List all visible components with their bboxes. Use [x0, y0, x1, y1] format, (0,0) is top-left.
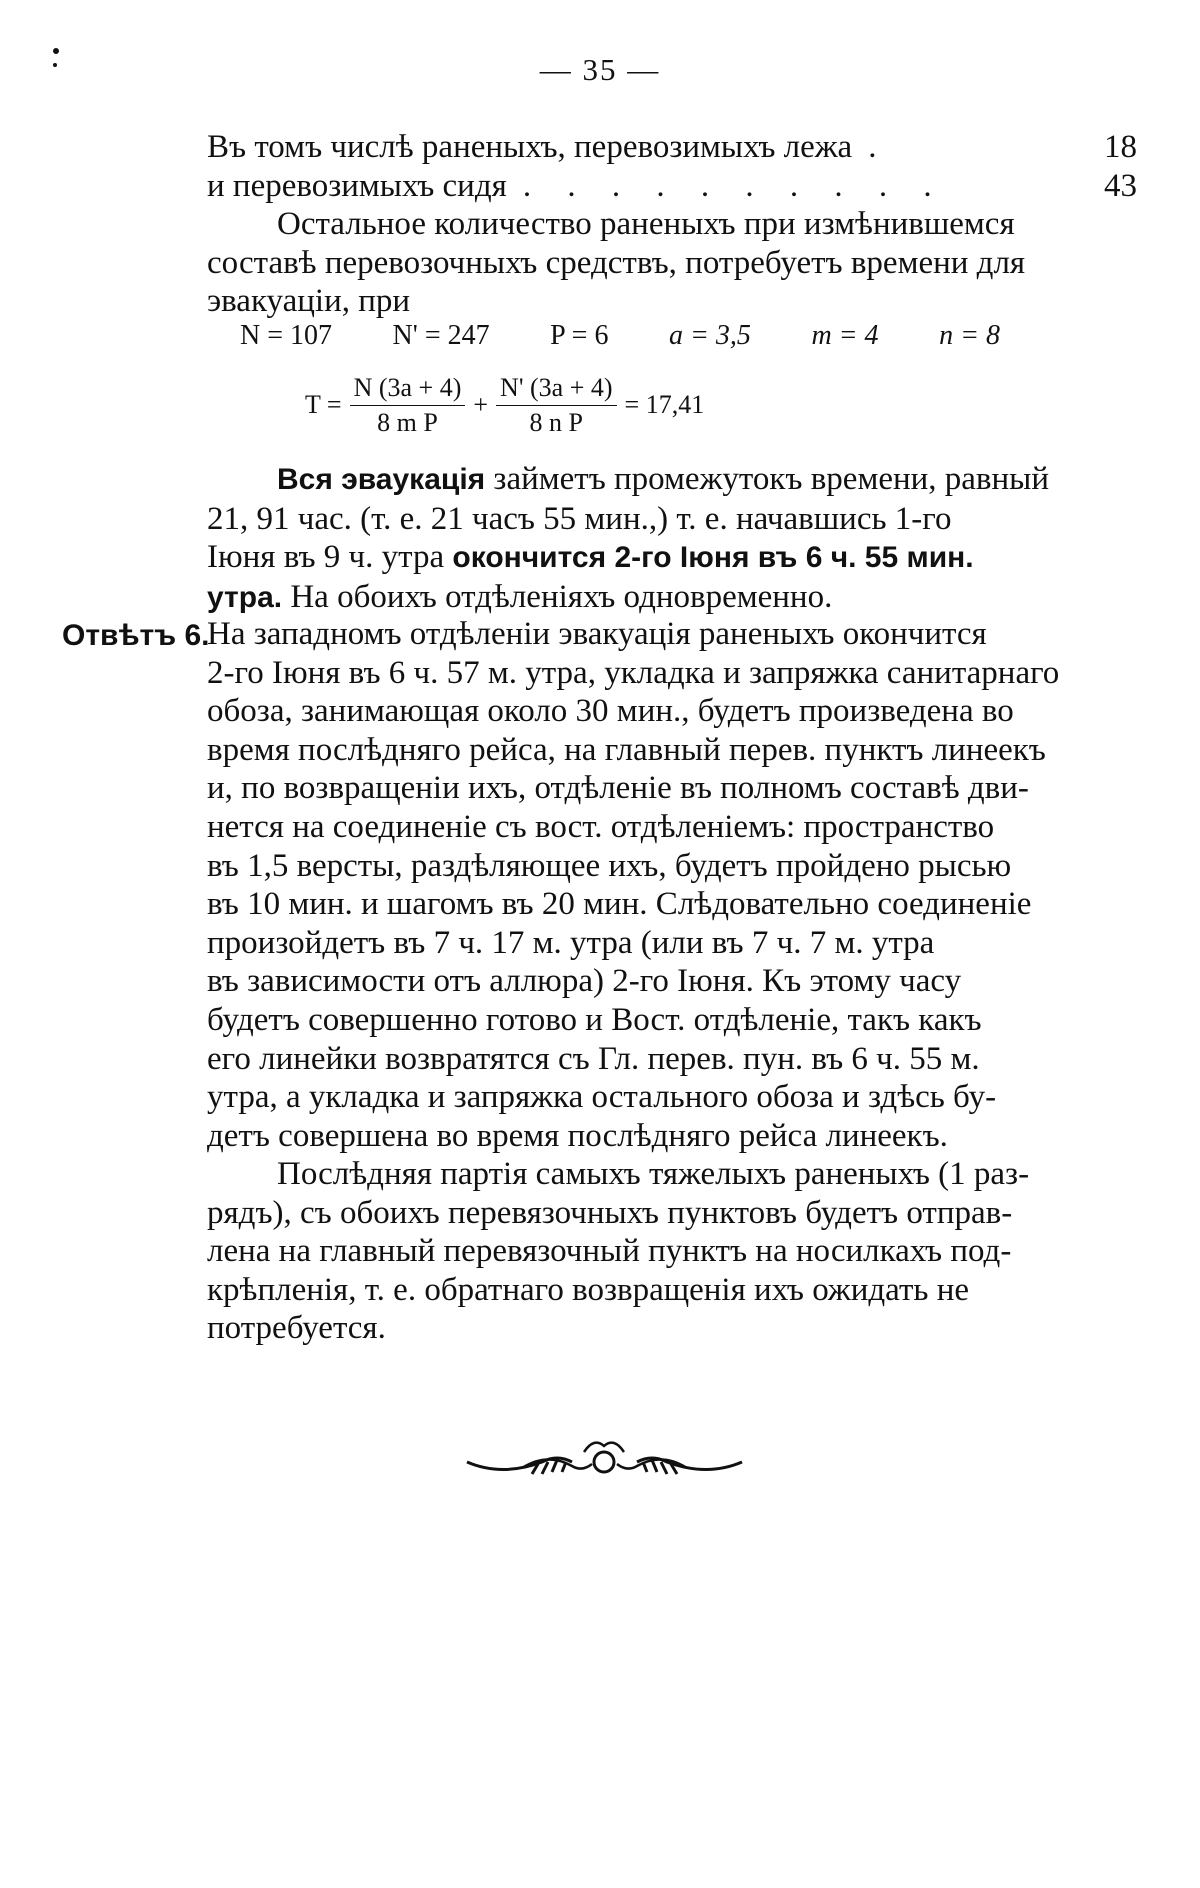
paragraph-remaining	[207, 205, 1137, 321]
fraction-1-denominator: 8 m P	[377, 407, 438, 437]
para2-text: займетъ промежутокъ времени, равный	[485, 461, 1050, 497]
final-line: Послѣдняя партія самыхъ тяжелыхъ раненыхъ (1 раз-	[277, 1156, 1030, 1192]
page-number: — 35 —	[539, 52, 661, 87]
summary-lying-label: Въ томъ числѣ раненыхъ, перевозимыхъ лежа	[207, 129, 853, 165]
formula-fraction-1	[350, 373, 466, 438]
para1-line: эвакуаціи, при	[207, 283, 411, 320]
formula-result: = 17,41	[624, 390, 705, 419]
answer-line: въ 1,5 версты, раздѣляющее ихъ, будетъ пройдено рысью	[207, 847, 1012, 884]
answer-line: нется на соединеніе съ вост. отдѣленіемъ: пространство	[207, 808, 995, 845]
formula-variables	[240, 320, 1000, 352]
summary-lying-value: 18	[1104, 129, 1137, 165]
para2-line	[207, 500, 1137, 539]
summary-sitting-value: 43	[1104, 167, 1137, 204]
final-line: потребуется.	[207, 1310, 386, 1347]
answer-line: обоза, занимающая около 30 мин., будетъ произведена во	[207, 693, 1014, 730]
answer-block	[207, 615, 1137, 1155]
swash-ornament-icon	[462, 1432, 747, 1492]
para1-text: Остальное количество раненыхъ при измѣнившемся	[277, 206, 1015, 242]
para1-line	[207, 244, 1137, 283]
para1-text: составѣ перевозочныхъ средствъ, потребуетъ времени для	[207, 244, 1026, 281]
fraction-2-denominator: 8 n P	[529, 407, 584, 437]
time-formula	[305, 365, 865, 445]
para2-line	[207, 578, 1137, 618]
var-n: n = 8	[939, 320, 1000, 351]
final-line: лена на главный перевязочный пунктъ на носилкахъ под-	[207, 1233, 1012, 1270]
para2-bold: утра.	[207, 580, 283, 614]
summary-row-lying	[207, 128, 1137, 167]
summary-block	[207, 128, 1137, 205]
para2-bold-start: Вся эваукація	[277, 463, 486, 496]
var-N: N = 107	[240, 320, 333, 351]
answer-line: утра, а укладка и запряжка остального обоза и здѣсь бу-	[207, 1079, 997, 1116]
para2-line	[207, 460, 1137, 500]
answer-line: На западномъ отдѣленіи эвакуація раненыхъ окончится	[207, 616, 987, 652]
formula-fraction-2	[496, 373, 616, 438]
paragraph-final	[207, 1155, 1137, 1348]
answer-line: въ 10 мин. и шагомъ въ 20 мин. Слѣдовательно соединеніе	[207, 886, 1032, 923]
leader-dots: .	[868, 129, 891, 165]
para2-bold: окончится 2-го Іюня въ 6 ч. 55 мин.	[452, 541, 974, 575]
para2-line	[207, 538, 1137, 578]
para2-text: 21, 91 час. (т. е. 21 часъ 55 мин.,) т. е. начавшись 1-го	[207, 500, 952, 537]
var-P: P = 6	[550, 320, 609, 351]
para2-text: Іюня въ 9 ч. утра	[207, 539, 453, 576]
leader-dots: . . . . . . . . . .	[522, 167, 946, 204]
summary-sitting-label: и перевозимыхъ сидя	[207, 167, 507, 204]
answer-line: въ зависимости отъ аллюра) 2-го Іюня. Къ этому часу	[207, 963, 962, 1000]
answer-line: 2-го Іюня въ 6 ч. 57 м. утра, укладка и запряжка санитарнаго	[207, 654, 1060, 691]
var-N-prime: N' = 247	[392, 320, 490, 351]
var-a: a = 3,5	[669, 320, 751, 351]
var-m: m = 4	[811, 320, 879, 351]
para2-text: На обоихъ отдѣленіяхъ одновременно.	[282, 578, 833, 615]
paragraph-evacuation	[207, 460, 1137, 617]
formula-lhs: T =	[305, 390, 342, 419]
final-line: рядъ), съ обоихъ перевязочныхъ пунктовъ будетъ отправ-	[207, 1194, 1013, 1231]
formula-plus: +	[473, 390, 489, 419]
answer-line: и, по возвращеніи ихъ, отдѣленіе въ полномъ составѣ дви-	[207, 770, 1029, 807]
answer-line: будетъ совершенно готово и Вост. отдѣленіе, такъ какъ	[207, 1001, 982, 1038]
answer-line: произойдетъ въ 7 ч. 17 м. утра (или въ 7 ч. 7 м. утра	[207, 924, 935, 961]
answer-line: его линейки возвратятся съ Гл. перев. пун. въ 6 ч. 55 м.	[207, 1040, 980, 1077]
para1-line	[207, 205, 1137, 244]
answer-line: детъ совершена во время послѣдняго рейса линеекъ.	[207, 1117, 948, 1154]
fraction-1-numerator: N (3a + 4)	[350, 373, 466, 406]
summary-row-sitting	[207, 167, 1137, 206]
answer-line: время послѣдняго рейса, на главный перев. пунктъ линеекъ	[207, 731, 1046, 768]
fraction-2-numerator: N' (3a + 4)	[496, 373, 616, 406]
answer-label: Отвѣтъ 6.	[62, 619, 210, 652]
final-line: крѣпленія, т. е. обратнаго возвращенія ихъ ожидать не	[207, 1271, 969, 1308]
